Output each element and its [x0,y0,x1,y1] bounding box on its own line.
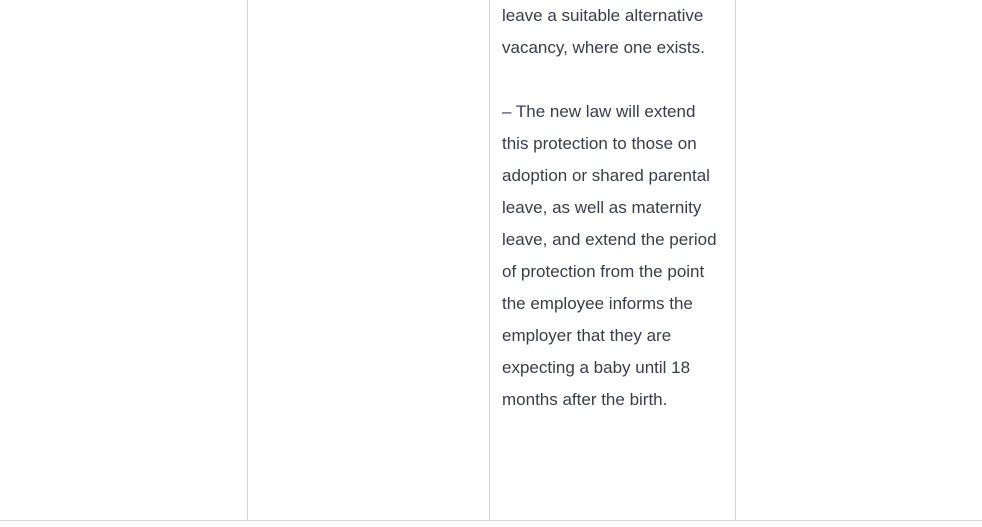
table-cell-content-3 [490,0,735,416]
paragraph-continuation: leave a suitable alternative vacancy, where one exists. [502,5,705,57]
paragraph-new-law: – The new law will extend this protection to those on adoption or shared parental leave, as well as maternity leave, and extend the period of protection from the point the employee informs the employer that they are expecting a baby until 18 months after the birth. [502,101,717,409]
table-cell-column-4 [735,0,982,520]
table-cell-column-2 [247,0,489,520]
table-cell-column-3 [489,0,735,520]
table-cell-column-1 [0,0,247,520]
